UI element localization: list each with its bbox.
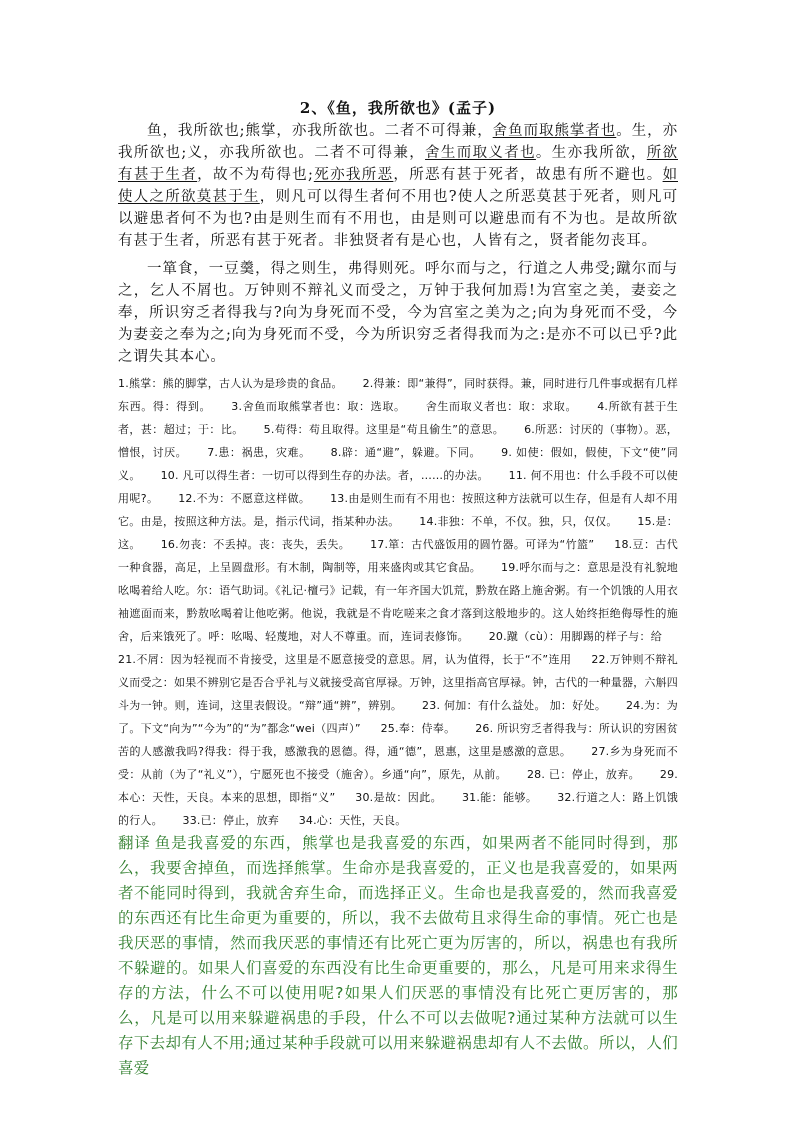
translation-text: 鱼是我喜爱的东西，熊掌也是我喜爱的东西，如果两者不能同时得到，那么，我要舍掉鱼，而选择熊掌。生命亦是我喜爱的，正义也是我喜爱的，如果两者不能同时得到，我就舍弃生命，而选择正义。生命也是我喜爱的，然而我喜爱的东西还有比生命更为重要的，所以，我不去做苟且求得生命的事情。死亡也是我厌恶的事情，然而我厌恶的事情还有比死亡更为厉害的，所以，祸患也有我所不躲避的。如果人们喜爱的东西没有比生命更重要的，那么，凡是可用来求得生存的方法，什么不可以使用呢?如果人们厌恶的事情没有比死亡更厉害的，那么，凡是可以用来躲避祸患的手段，什么不可以去做呢?通过某种方法就可以生存下去却有人不用;通过某种手段就可以用来躲避祸患却有人不去做。所以，人们喜爱 bbox=[118, 834, 678, 1077]
note-item: 9. 如使：假如，假使，下文“使”同义。 bbox=[118, 446, 678, 482]
annotation-notes bbox=[118, 372, 678, 832]
note-item: 19.呼尔而与之：意思是没有礼貌地吆喝着给人吃。尔：语气助词。《礼记·檀弓》记载，有一年齐国大饥荒，黔敖在路上施舍粥。有一个饥饿的人用衣袖遮面而来，黔敖吆喝着让他吃粥。他说，我就是不肯吃嗟来之食才落到这般地步的。这人始终拒绝侮辱性的施舍，后来饿死了。呼：吆喝、轻蔑地，对人不尊重。而，连词表修饰。 bbox=[118, 561, 678, 643]
text-segment: ，所恶有甚于死者，故患有所不避也。 bbox=[393, 167, 663, 183]
translation-block bbox=[118, 831, 678, 1081]
underlined-phrase: 所欲有甚于生者 bbox=[118, 145, 678, 183]
original-text bbox=[118, 120, 678, 368]
text-segment: ，则凡可以得生者何不用也?使人之所恶莫甚于死者，则凡可以避患者何不为也?由是则生而有不用也，由是则可以避患而有不为也。是故所欲有甚于生者，所恶有甚于死者。非独贤者有是心也，人皆有之，贤者能勿丧耳。 bbox=[118, 189, 678, 249]
note-item: 24.为：为了。下文“向为”“今为”的“为”都念“wei（四声）” bbox=[118, 699, 678, 735]
text-segment: 。生，亦我所欲也;义，亦我所欲也。二者不可得兼， bbox=[118, 123, 678, 161]
note-item: 11. 何不用也：什么手段不可以使用呢?。 bbox=[118, 469, 678, 505]
note-item: 10. 凡可以得生者：一切可以得到生存的办法。者，……的办法。 bbox=[160, 469, 489, 482]
text-segment: 鱼，我所欲也;熊掌，亦我所欲也。二者不可得兼， bbox=[147, 123, 493, 139]
text-segment: 。生亦我所欲， bbox=[535, 145, 647, 161]
underlined-phrase: 死亦我所恶 bbox=[313, 167, 394, 183]
note-item: 21.不屑：因为轻视而不肯接受，这里是不愿意接受的意思。屑，认为值得，长于“不”连用 bbox=[118, 653, 572, 666]
note-item: 30.是故：因此。 bbox=[355, 791, 443, 804]
note-item: 34.心：天性，天良。 bbox=[298, 814, 407, 827]
note-item: 27.乡为身死而不受：从前（为了“礼义”），宁愿死也不接受（施舍）。乡通“向”，原先，从前。 bbox=[118, 745, 678, 781]
note-item: 16.勿丧：不丢掉。丧：丧失，丢失。 bbox=[160, 538, 351, 551]
note-item: 4.所欲有甚于生者，甚：超过；于：比。 bbox=[118, 400, 678, 436]
note-item: 15.是：这。 bbox=[118, 515, 679, 551]
note-item: 22.万钟则不辩礼义而受之：如果不辨别它是否合乎礼与义就接受高官厚禄。万钟，这里指高官厚禄。钟，古代的一种量器，六斛四斗为一钟。则，连词，这里表假设。“辩”通“辨”，辨别。 bbox=[118, 653, 679, 712]
underlined-phrase: 舍生而取义者也 bbox=[425, 145, 536, 161]
note-item: 31.能：能够。 bbox=[461, 791, 538, 804]
note-item: 6.所恶：讨厌的（事物）。恶，憎恨，讨厌。 bbox=[118, 423, 679, 459]
note-item: 26. 所识穷乏者得我与：所认识的穷困贫苦的人感激我吗?得我：得于我，感激我的恩德。得，通“德”，恩惠，这里是感激的意思。 bbox=[118, 722, 678, 758]
note-item: 13.由是则生而有不用也：按照这种方法就可以生存，但是有人却不用它。由是，按照这种方法。是，指示代词，指某种办法。 bbox=[118, 492, 678, 528]
note-item: 12.不为：不愿意这样做。 bbox=[178, 492, 311, 505]
text-segment: ，故不为苟得也; bbox=[197, 167, 314, 183]
original-paragraph-2: 一箪食，一豆羹，得之则生，弗得则死。呼尔而与之，行道之人弗受;蹴尔而与之，乞人不屑也。万钟则不辩礼义而受之，万钟于我何加焉!为宫室之美，妻妾之奉，所识穷乏者得我与?向为身死而不受，今为宫室之美为之;向为身死而不受，今为妻妾之奉为之;向为身死而不受，今为所识穷乏者得我而为之:是亦不可以已乎?此之谓失其本心。 bbox=[118, 261, 678, 365]
note-item: 2.得兼：即“兼得”，同时获得。兼，同时进行几件事或据有几样东西。得：得到。 bbox=[118, 377, 678, 413]
note-item: 25.奉：侍奉。 bbox=[380, 722, 456, 735]
note-item: 8.辟：通“避”，躲避。下同。 bbox=[330, 446, 482, 459]
note-item: 33.已：停止，放弃 bbox=[182, 814, 280, 827]
note-item: 舍生而取义者也：取：求取。 bbox=[425, 400, 578, 413]
note-item: 29. 本心：天性，天良。本来的思想，即指“义” bbox=[118, 768, 678, 804]
underlined-phrase: 如使人之所欲莫甚于生 bbox=[118, 167, 678, 205]
note-item: 20.蹴（cù）：用脚踢的样子与：给 bbox=[488, 630, 662, 643]
note-item: 14.非独：不单，不仅。独，只，仅仅。 bbox=[419, 515, 618, 528]
note-item: 7.患：祸患，灾难。 bbox=[207, 446, 311, 459]
note-item: 17.箪：古代盛饭用的圆竹器。可译为“竹篮” bbox=[370, 538, 595, 551]
note-item: 1.熊掌：熊的脚掌，古人认为是珍贵的食品。 bbox=[118, 377, 343, 390]
note-item: 18.豆：古代一种食器，高足，上呈圆盘形。有木制，陶制等，用来盛肉或其它食品。 bbox=[118, 538, 678, 574]
page-title: 2、《鱼，我所欲也》(孟子) bbox=[299, 99, 497, 117]
translation-label: 翻译 bbox=[118, 834, 151, 852]
note-item: 23. 何加：有什么益处。 加：好处。 bbox=[422, 699, 607, 712]
note-item: 32.行道之人：路上饥饿的行人。 bbox=[118, 791, 678, 827]
note-item: 28. 已：停止，放弃。 bbox=[526, 768, 641, 781]
note-item: 5.苟得：苟且取得。这里是“苟且偷生”的意思。 bbox=[263, 423, 505, 436]
original-paragraph-1 bbox=[118, 120, 678, 252]
note-item: 3.舍鱼而取熊掌者也：取：选取。 bbox=[231, 400, 406, 413]
underlined-phrase: 舍鱼而取熊掌者也 bbox=[492, 123, 617, 139]
